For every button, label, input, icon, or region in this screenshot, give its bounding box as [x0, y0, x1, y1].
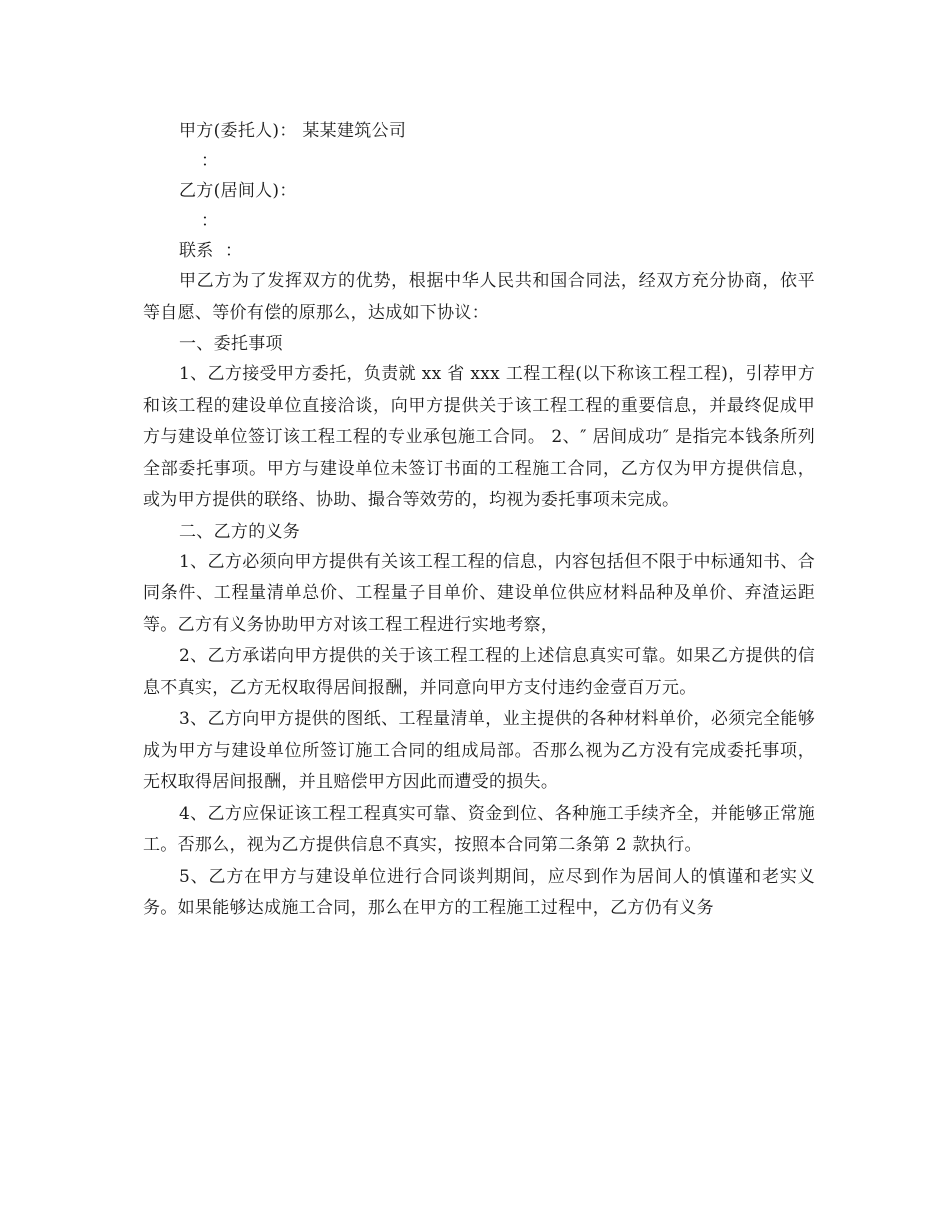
party-b-line: 乙方(居间人)： [179, 181, 297, 201]
section-1-heading: 一、委托事项 [179, 334, 283, 354]
section-2-item-5: 5、乙方在甲方与建设单位进行合同谈判期间，应尽到作为居间人的慎谨和老实义务。如果能够达成施工合同，那么在甲方的工程施工过程中，乙方仍有义务 [143, 866, 815, 918]
section-2-item-4: 4、乙方应保证该工程工程真实可靠、资金到位、各种施工手续齐全，并能够正常施工。否那么，视为乙方提供信息不真实，按照本合同第二条第 2 款执行。 [143, 803, 815, 855]
preamble-paragraph: 甲乙方为了发挥双方的优势，根据中华人民共和国合同法，经双方充分协商，依平等自愿、等价有偿的原那么，达成如下协议： [143, 271, 815, 323]
section-2-heading: 二、乙方的义务 [179, 521, 301, 542]
party-a-line: 甲方(委托人)： 某某建筑公司 [179, 121, 407, 141]
party-b-detail-line: ： [201, 211, 219, 231]
section-1-paragraph: 1、乙方接受甲方委托，负责就 xx 省 xxx 工程工程(以下称该工程工程)，引荐甲方和该工程的建设单位直接洽谈，向甲方提供关于该工程工程的重要信息，并最终促成甲方与建设单位签订该工程工程的专业承包施工合同。 2、″ 居间成功″ 是指完本钱条所列全部委托事项。甲方与建设单位未签订书面的工程施工合同，乙方仅为甲方提供信息，或为甲方提供的联络、协助、撮合等效劳的，均视为委托事项未完成。 [143, 364, 815, 510]
section-2-item-2: 2、乙方承诺向甲方提供的关于该工程工程的上述信息真实可靠。如果乙方提供的信息不真实，乙方无权取得居间报酬，并同意向甲方支付违约金壹百万元。 [143, 646, 815, 698]
contact-line: 联系 ： [179, 241, 243, 261]
section-2-item-1: 1、乙方必须向甲方提供有关该工程工程的信息，内容包括但不限于中标通知书、合同条件、工程量清单总价、工程量子目单价、建设单位供应材料品种及单价、弃渣运距等。乙方有义务协助甲方对该工程工程进行实地考察， [143, 551, 815, 635]
party-a-detail-line: ： [201, 151, 219, 171]
contract-body [143, 116, 815, 925]
section-2-item-3: 3、乙方向甲方提供的图纸、工程量清单，业主提供的各种材料单价，必须完全能够成为甲方与建设单位所签订施工合同的组成局部。否那么视为乙方没有完成委托事项，无权取得居间报酬，并且赔偿甲方因此而遭受的损失。 [143, 709, 815, 792]
